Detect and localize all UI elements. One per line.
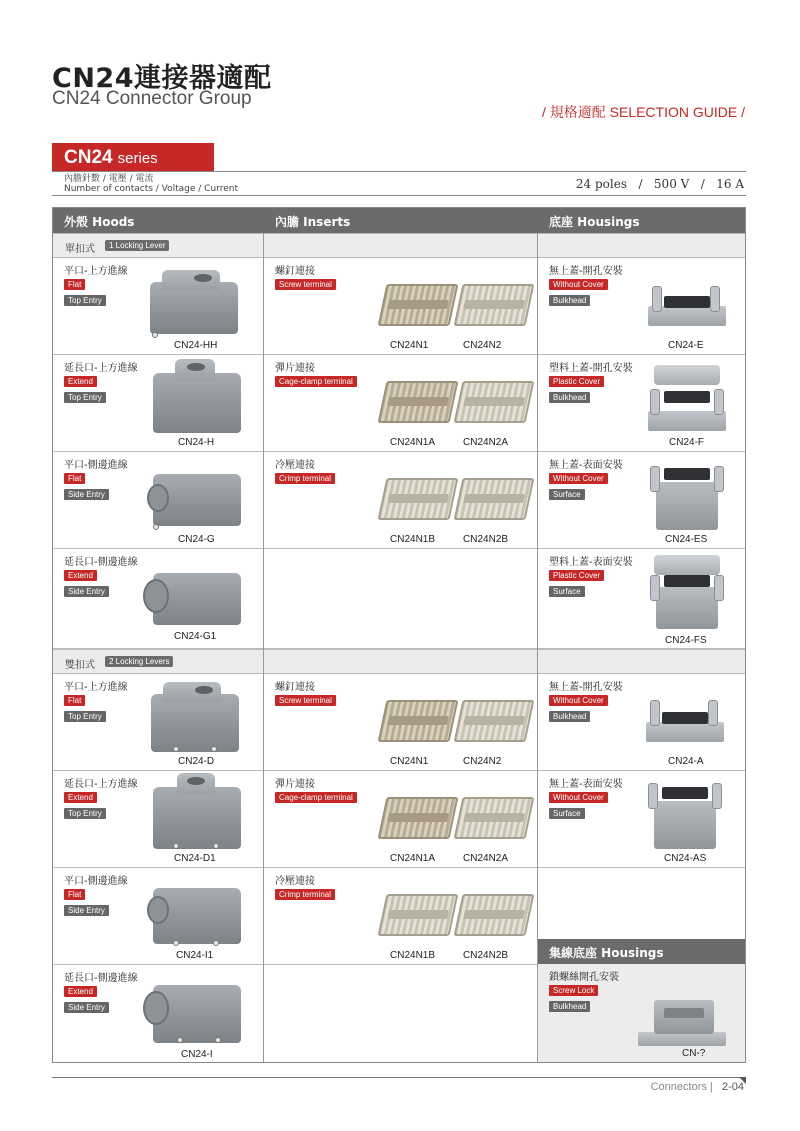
insert-female-image bbox=[454, 894, 535, 936]
housing-name: 無上蓋-表面安裝 bbox=[549, 460, 623, 471]
hood-tag-profile: Flat bbox=[64, 695, 85, 706]
housing-tag-mount: Surface bbox=[549, 489, 585, 500]
hood-name: 平口-上方進線 bbox=[64, 682, 128, 693]
group-badge: 1 Locking Lever bbox=[105, 240, 169, 251]
insert-cell[interactable] bbox=[264, 771, 537, 868]
hood-tag-profile: Flat bbox=[64, 889, 85, 900]
insert-male-image bbox=[378, 797, 459, 839]
group-single-lever bbox=[53, 233, 745, 258]
insert-code-female: CN24N2 bbox=[463, 340, 502, 351]
housing-code: CN24-E bbox=[668, 340, 704, 351]
housing-name: 無上蓋-開孔安裝 bbox=[549, 266, 623, 277]
insert-code-male: CN24N1 bbox=[390, 756, 429, 767]
insert-cell[interactable] bbox=[264, 868, 537, 965]
housing-tag-cover: Without Cover bbox=[549, 695, 608, 706]
housing-code: CN24-AS bbox=[664, 853, 707, 864]
housing-code: CN24-ES bbox=[665, 534, 708, 545]
insert-name: 螺釘連接 bbox=[275, 682, 315, 693]
hood-tag-entry: Top Entry bbox=[64, 295, 106, 306]
housing-image bbox=[648, 365, 728, 431]
column-divider bbox=[263, 233, 264, 1062]
hood-tag-profile: Flat bbox=[64, 279, 85, 290]
housing-image bbox=[648, 462, 728, 532]
series-name: CN24 bbox=[64, 147, 113, 168]
hood-tag-entry: Side Entry bbox=[64, 586, 109, 597]
housing-tag-cover: Without Cover bbox=[549, 473, 608, 484]
footer-rule bbox=[52, 1077, 746, 1078]
hood-tag-profile: Extend bbox=[64, 376, 97, 387]
hood-cell[interactable] bbox=[53, 258, 263, 355]
spec-label-en: Number of contacts / Voltage / Current bbox=[64, 184, 238, 194]
housing-cell-empty bbox=[538, 868, 746, 939]
housing-code: CN24-FS bbox=[665, 635, 707, 646]
spec-bar bbox=[52, 171, 746, 196]
housing-image bbox=[646, 781, 726, 851]
insert-code-female: CN24N2B bbox=[463, 950, 509, 961]
insert-male-image bbox=[378, 894, 459, 936]
hood-tag-entry: Top Entry bbox=[64, 711, 106, 722]
bulkhead-housing-tag-lock: Screw Lock bbox=[549, 985, 598, 996]
insert-code-female: CN24N2A bbox=[463, 853, 509, 864]
hood-tag-entry: Side Entry bbox=[64, 1002, 109, 1013]
housing-name: 無上蓋-開孔安裝 bbox=[549, 682, 623, 693]
insert-code-male: CN24N1B bbox=[390, 950, 436, 961]
bulkhead-housing-cell[interactable] bbox=[538, 964, 745, 1062]
insert-male-image bbox=[378, 284, 459, 326]
bulkhead-housing-image bbox=[644, 1000, 724, 1046]
insert-cell[interactable] bbox=[264, 452, 537, 549]
col-hoods: 外殼 Hoods bbox=[64, 215, 135, 229]
insert-code-male: CN24N1 bbox=[390, 340, 429, 351]
housing-tag-mount: Surface bbox=[549, 808, 585, 819]
housing-tag-cover: Without Cover bbox=[549, 792, 608, 803]
insert-tag: Crimp terminal bbox=[275, 889, 335, 900]
page-footer: Connectors | 2-04 bbox=[650, 1081, 744, 1093]
table-header bbox=[53, 208, 745, 233]
hood-name: 平口-上方進線 bbox=[64, 266, 128, 277]
bulkhead-housing-name: 鎖螺絲開孔安裝 bbox=[549, 972, 619, 983]
housing-tag-cover: Plastic Cover bbox=[549, 570, 604, 581]
housing-cell[interactable] bbox=[538, 771, 746, 868]
col-housings: 底座 Housings bbox=[549, 215, 640, 229]
insert-tag: Cage-clamp terminal bbox=[275, 792, 357, 803]
insert-cell-empty bbox=[264, 965, 537, 1063]
hood-name: 延長口-側邊進線 bbox=[64, 973, 138, 984]
housing-code: CN24-F bbox=[669, 437, 705, 448]
housing-cell[interactable] bbox=[538, 452, 746, 549]
housing-cell[interactable] bbox=[538, 549, 746, 649]
hood-cell[interactable] bbox=[53, 674, 263, 771]
spec-value: 24 poles / 500 V / 16 A bbox=[575, 177, 744, 191]
housing-image bbox=[648, 555, 728, 631]
hood-code: CN24-I bbox=[181, 1049, 213, 1060]
insert-male-image bbox=[378, 381, 459, 423]
insert-code-male: CN24N1A bbox=[390, 437, 436, 448]
bulkhead-housing-tag-mount: Bulkhead bbox=[549, 1001, 590, 1012]
insert-female-image bbox=[454, 381, 535, 423]
insert-female-image bbox=[454, 700, 535, 742]
hood-cell[interactable] bbox=[53, 452, 263, 549]
insert-tag: Crimp terminal bbox=[275, 473, 335, 484]
hood-cell[interactable] bbox=[53, 549, 263, 649]
hood-code: CN24-D1 bbox=[174, 853, 216, 864]
housing-tag-cover: Without Cover bbox=[549, 279, 608, 290]
hood-tag-profile: Flat bbox=[64, 473, 85, 484]
hood-tag-profile: Extend bbox=[64, 986, 97, 997]
hood-tag-entry: Top Entry bbox=[64, 392, 106, 403]
hood-cell[interactable] bbox=[53, 355, 263, 452]
insert-name: 彈片連接 bbox=[275, 363, 315, 374]
spec-label bbox=[64, 174, 238, 194]
selection-table bbox=[52, 207, 746, 1063]
insert-female-image bbox=[454, 478, 535, 520]
hood-code: CN24-G bbox=[178, 534, 215, 545]
insert-cell[interactable] bbox=[264, 674, 537, 771]
housing-name: 塑料上蓋-表面安裝 bbox=[549, 557, 633, 568]
housing-tag-mount: Bulkhead bbox=[549, 392, 590, 403]
hood-name: 延長口-上方進線 bbox=[64, 779, 138, 790]
insert-name: 螺釘連接 bbox=[275, 266, 315, 277]
hood-code: CN24-HH bbox=[174, 340, 218, 351]
hood-tag-entry: Side Entry bbox=[64, 905, 109, 916]
hood-cell[interactable] bbox=[53, 965, 263, 1063]
series-tab bbox=[52, 143, 214, 171]
insert-cell-empty bbox=[264, 549, 537, 649]
housing-cell[interactable] bbox=[538, 355, 746, 452]
col-inserts: 內膽 Inserts bbox=[275, 215, 351, 229]
insert-cell[interactable] bbox=[264, 258, 537, 355]
housing-name: 無上蓋-表面安裝 bbox=[549, 779, 623, 790]
housing-code: CN24-A bbox=[668, 756, 704, 767]
selection-guide-label: / 規格適配 SELECTION GUIDE / bbox=[541, 104, 745, 120]
insert-code-female: CN24N2 bbox=[463, 756, 502, 767]
insert-code-female: CN24N2B bbox=[463, 534, 509, 545]
housing-image bbox=[646, 694, 726, 742]
hood-code: CN24-G1 bbox=[174, 631, 217, 642]
insert-female-image bbox=[454, 284, 535, 326]
group-badge: 2 Locking Levers bbox=[105, 656, 173, 667]
spec-label-cn: 內膽針數 / 電壓 / 電流 bbox=[64, 174, 154, 184]
series-suffix: series bbox=[117, 150, 158, 167]
hood-tag-entry: Side Entry bbox=[64, 489, 109, 500]
column-divider bbox=[537, 233, 538, 1062]
hood-code: CN24-D bbox=[178, 756, 215, 767]
hood-code: CN24-I1 bbox=[176, 950, 214, 961]
insert-tag: Cage-clamp terminal bbox=[275, 376, 357, 387]
housing-name: 塑料上蓋-開孔安裝 bbox=[549, 363, 633, 374]
insert-code-female: CN24N2A bbox=[463, 437, 509, 448]
hood-cell[interactable] bbox=[53, 868, 263, 965]
insert-male-image bbox=[378, 700, 459, 742]
page-title-cn: CN24連接器適配 bbox=[52, 63, 272, 94]
insert-female-image bbox=[454, 797, 535, 839]
group-name: 單扣式 bbox=[65, 244, 95, 255]
insert-tag: Screw terminal bbox=[275, 279, 336, 290]
housing-tag-cover: Plastic Cover bbox=[549, 376, 604, 387]
insert-code-male: CN24N1A bbox=[390, 853, 436, 864]
housing-tag-mount: Surface bbox=[549, 586, 585, 597]
housing-tag-mount: Bulkhead bbox=[549, 295, 590, 306]
page-number: 2-04 bbox=[721, 1081, 744, 1093]
insert-name: 冷壓連接 bbox=[275, 460, 315, 471]
footer-section: Connectors bbox=[650, 1081, 707, 1093]
insert-male-image bbox=[378, 478, 459, 520]
hood-cell[interactable] bbox=[53, 771, 263, 868]
insert-name: 冷壓連接 bbox=[275, 876, 315, 887]
group-double-lever bbox=[53, 649, 745, 674]
bulkhead-housing-title: 集線底座 Housings bbox=[549, 946, 664, 960]
group-name: 雙扣式 bbox=[65, 660, 95, 671]
housing-tag-mount: Bulkhead bbox=[549, 711, 590, 722]
housing-image bbox=[648, 278, 728, 326]
bulkhead-housing-header bbox=[538, 939, 745, 964]
insert-code-male: CN24N1B bbox=[390, 534, 436, 545]
housing-cell[interactable] bbox=[538, 674, 746, 771]
hood-name: 平口-側邊進線 bbox=[64, 460, 128, 471]
hood-tag-entry: Top Entry bbox=[64, 808, 106, 819]
hood-name: 平口-側邊進線 bbox=[64, 876, 128, 887]
insert-name: 彈片連接 bbox=[275, 779, 315, 790]
hood-tag-profile: Extend bbox=[64, 570, 97, 581]
insert-cell[interactable] bbox=[264, 355, 537, 452]
hood-name: 延長口-上方進線 bbox=[64, 363, 138, 374]
hood-name: 延長口-側邊進線 bbox=[64, 557, 138, 568]
bulkhead-housing-code: CN-? bbox=[682, 1048, 706, 1059]
hood-tag-profile: Extend bbox=[64, 792, 97, 803]
hood-code: CN24-H bbox=[178, 437, 215, 448]
insert-tag: Screw terminal bbox=[275, 695, 336, 706]
page-title-en: CN24 Connector Group bbox=[52, 88, 252, 109]
housing-cell[interactable] bbox=[538, 258, 746, 355]
